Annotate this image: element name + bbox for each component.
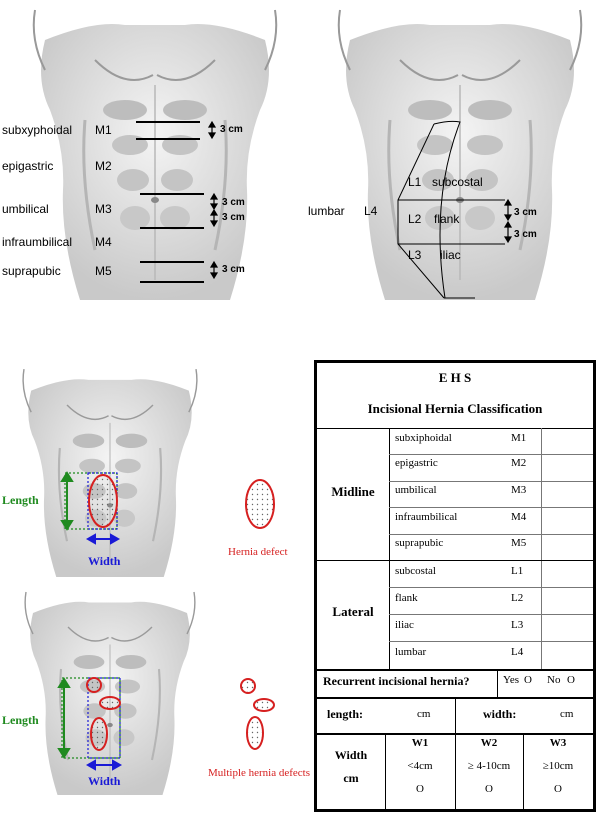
width-class-label: Width: [334, 748, 368, 762]
hernia-defect-legend-shape: [246, 480, 274, 528]
hernia-defect-shape: [89, 475, 117, 527]
measure-label: 3 cm: [222, 197, 245, 208]
zone-code-m2: M2: [95, 159, 112, 173]
w2-range: ≥ 4-10cm: [467, 760, 511, 772]
hernia-defect-legend-shape: [254, 699, 274, 711]
lateral-row-code: L4: [511, 646, 524, 658]
zone-label-flank: flank: [434, 212, 460, 226]
multiple-hernia-defects-legend: Multiple hernia defects: [208, 767, 311, 779]
divider: [317, 428, 593, 429]
divider: [455, 699, 456, 733]
lateral-label: Lateral: [332, 604, 374, 619]
width-unit: cm: [560, 708, 574, 720]
midline-row-name: subxiphoidal: [395, 432, 452, 444]
w3-code: W3: [549, 737, 567, 749]
colon: :: [359, 707, 364, 721]
divider: [389, 614, 593, 615]
recurrent-no-label: No: [547, 674, 561, 686]
multiple-defects-illustration: [0, 585, 312, 795]
recurrent-yes-option[interactable]: O: [524, 674, 532, 686]
length-unit: cm: [417, 708, 431, 720]
midline-row-code: M5: [511, 537, 527, 549]
recurrent-question: Recurrent incisional hernia?: [323, 674, 470, 688]
width-label: Width: [88, 554, 121, 568]
measure-label: 3 cm: [222, 212, 245, 223]
divider: [497, 671, 498, 697]
lateral-row-name: flank: [395, 592, 418, 604]
divider: [317, 669, 593, 671]
midline-row-name: umbilical: [395, 484, 437, 496]
divider: [389, 507, 593, 508]
multiple-defects-figure: [0, 585, 312, 795]
zone-code-m5: M5: [95, 264, 112, 278]
midline-row-name: epigastric: [395, 457, 438, 469]
lateral-torso-illustration: [300, 0, 600, 310]
zone-label-iliac: iliac: [440, 248, 461, 262]
length-field-text: length: [327, 707, 360, 721]
divider: [389, 641, 593, 642]
w2-option[interactable]: O: [485, 783, 493, 795]
width-field-text: width: [483, 707, 513, 721]
lateral-row-name: subcostal: [395, 565, 436, 577]
lateral-row-code: L3: [511, 619, 524, 631]
colon: :: [512, 707, 517, 721]
w1-code: W1: [411, 737, 429, 749]
zone-code-l4: L4: [364, 204, 378, 218]
lumbar-label: lumbar: [308, 204, 345, 218]
width-field-label: [483, 707, 516, 722]
table-subtitle: Incisional Hernia Classification: [367, 401, 543, 416]
zone-label-umbilical: umbilical: [2, 202, 49, 216]
length-field-label: [327, 707, 363, 722]
divider: [389, 481, 593, 482]
single-defect-figure: [0, 362, 312, 577]
w1-range: <4cm: [407, 760, 433, 772]
table-title: E H S: [438, 370, 472, 385]
hernia-defect-shape: [91, 718, 107, 750]
hernia-defect-legend-shape: [241, 679, 255, 693]
w3-range: ≥10cm: [542, 760, 574, 772]
w1-option[interactable]: O: [416, 783, 424, 795]
zone-code-m3: M3: [95, 202, 112, 216]
hernia-defect-legend-shape: [247, 717, 263, 749]
midline-row-code: M3: [511, 484, 527, 496]
measure-label: 3 cm: [514, 207, 537, 218]
length-label: Length: [2, 713, 39, 727]
zone-label-subxyphoidal: subxyphoidal: [2, 123, 73, 137]
zone-code-l2: L2: [408, 212, 422, 226]
width-class-unit: cm: [343, 771, 359, 785]
midline-row-code: M1: [511, 432, 527, 444]
zone-label-infraumbilical: infraumbilical: [2, 235, 73, 249]
zone-label-subcostal: subcostal: [432, 175, 483, 189]
midline-row-code: M4: [511, 511, 527, 523]
zone-label-suprapubic: suprapubic: [2, 264, 61, 278]
hernia-defect-shape: [100, 697, 120, 709]
measure-label: 3 cm: [514, 229, 537, 240]
measure-label: 3 cm: [222, 264, 245, 275]
zone-code-l1: L1: [408, 175, 422, 189]
lateral-row-name: lumbar: [395, 646, 427, 658]
recurrent-yes-label: Yes: [503, 674, 520, 686]
lateral-row-code: L1: [511, 565, 524, 577]
width-label: Width: [88, 774, 121, 788]
w2-code: W2: [480, 737, 498, 749]
single-defect-illustration: [0, 362, 312, 577]
divider: [389, 587, 593, 588]
zone-code-m4: M4: [95, 235, 112, 249]
divider: [541, 428, 542, 669]
zone-label-epigastric: epigastric: [2, 159, 54, 173]
midline-zones-figure: [0, 0, 300, 310]
length-label: Length: [2, 493, 39, 507]
lateral-row-name: iliac: [395, 619, 414, 631]
hernia-defect-shape: [87, 678, 101, 692]
midline-row-name: infraumbilical: [395, 511, 458, 523]
zone-code-l3: L3: [408, 248, 422, 262]
midline-label: Midline: [331, 484, 375, 499]
hernia-defect-legend: Hernia defect: [228, 546, 288, 558]
divider: [389, 534, 593, 535]
lateral-row-code: L2: [511, 592, 524, 604]
w3-option[interactable]: O: [554, 783, 562, 795]
measure-label: 3 cm: [220, 124, 243, 135]
zone-code-m1: M1: [95, 123, 112, 137]
ehs-classification-table: [314, 360, 596, 812]
divider: [317, 560, 593, 561]
divider: [389, 428, 390, 669]
recurrent-no-option[interactable]: O: [567, 674, 575, 686]
midline-row-code: M2: [511, 457, 527, 469]
lateral-zones-figure: [300, 0, 600, 310]
midline-row-name: suprapubic: [395, 537, 444, 549]
divider: [389, 454, 593, 455]
